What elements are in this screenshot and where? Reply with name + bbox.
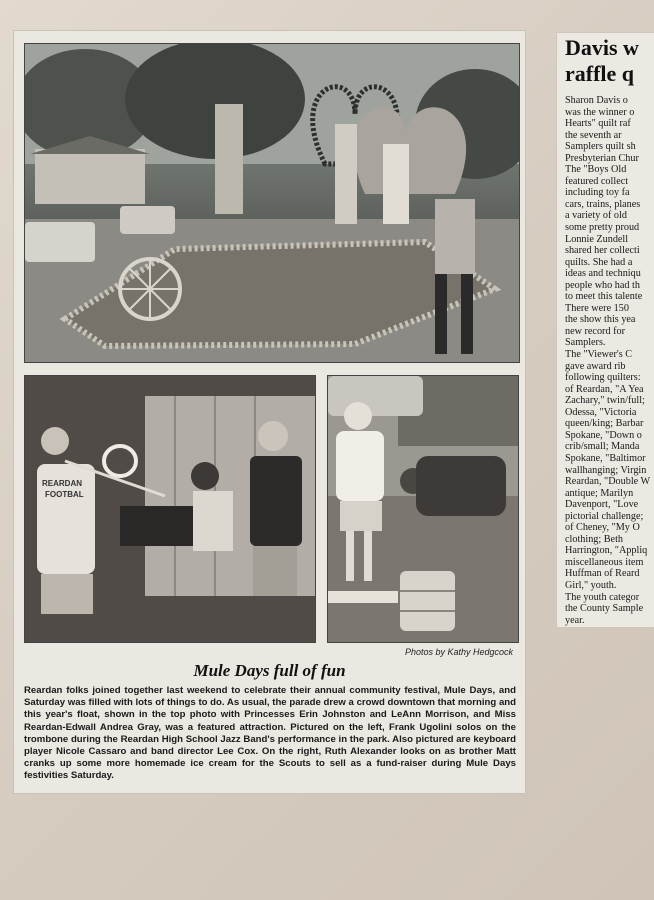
side-article-line: Odessa, "Victoria (565, 406, 637, 418)
quilt-raffle-clipping (556, 32, 654, 628)
side-article-line: Sharon Davis o (565, 95, 628, 106)
side-headline-line-1: Davis w (565, 35, 639, 60)
side-headline (565, 35, 639, 87)
side-article-line: antique; Marilyn (565, 487, 634, 499)
side-article-line: shared her collecti (565, 245, 640, 257)
side-article-line: The youth categor (565, 591, 640, 603)
side-article-line: quilts. She had a (565, 256, 633, 268)
side-article-line: year. (565, 614, 585, 626)
side-article-line: was the winner o (565, 106, 635, 118)
side-article-line: Lonnie Zundell (565, 233, 629, 245)
side-article-line: queen/king; Barbar (565, 418, 644, 430)
side-article-line: featured collect (565, 175, 629, 187)
side-article-line: Samplers. (565, 337, 606, 349)
side-article-line: a variety of old (565, 210, 627, 222)
side-article-line: the County Sample (565, 603, 644, 615)
side-article-line: Reardan, "Double W (565, 476, 651, 488)
side-article-line: wallhanging; Virgin (565, 464, 647, 476)
side-article-line: crib/small; Manda (565, 441, 640, 453)
article-headline: Mule Days full of fun (193, 661, 346, 680)
shirt-text-football: FOOTBAL (45, 490, 84, 499)
side-article-line: gave award rib (565, 360, 626, 372)
side-article-line: Spokane, "Down o (565, 429, 642, 441)
jazz-band-illustration (25, 376, 315, 642)
side-article-line: ideas and techniqu (565, 268, 641, 280)
side-article-line: following quilters: (565, 372, 641, 384)
parade-float-illustration (25, 44, 519, 362)
side-article-line: the seventh ar (565, 129, 622, 141)
article-caption: Reardan folks joined together last weekend to celebrate their annual community festival, Mule Days, and Saturday was filled with lots of things to do. As usual, the parade drew a crowd downtown that morning and this year's float, shown in the top photo with Princesses Erin Johnston and LeAnn Morrison, and Miss Reardan-Edwall Andrea Gray, was a featured attraction. Pictured on the left, Frank Ugolini solos on the trombone during the Reardan High School Jazz Band's performance in the park. Also pictured are keyboard player Nicole Cassaro and band director Lee Cox. On the right, Ruth Alexander looks on as brother Matt cranks up some more homemade ice cream for the Scouts to sell as a fund-raiser during Mule Days festivities Saturday. (24, 685, 516, 782)
side-article-line: new record for (565, 325, 625, 337)
side-headline-line-2: raffle q (565, 61, 635, 86)
side-article-line: Samplers quilt sh (565, 141, 636, 153)
side-article-line: The "Boys Old (565, 164, 627, 176)
side-article-line: Davenport, "Love (565, 499, 639, 511)
side-article-line: miscellaneous item (565, 556, 644, 568)
side-article-line: the show this yea (565, 314, 636, 326)
side-article-line: of Cheney, "My O (565, 522, 640, 534)
side-article-line: of Reardan, "A Yea (565, 383, 644, 395)
side-article-line: people who had th (565, 279, 640, 291)
side-article-line: Presbyterian Chur (565, 152, 639, 164)
parade-float-photo (24, 43, 520, 363)
side-article-line: some pretty proud (565, 222, 640, 234)
side-article-line: Harrington, "Appliq (565, 545, 648, 557)
side-article-line: to meet this talente (565, 291, 643, 303)
side-article-line: clothing; Beth (565, 533, 624, 545)
side-article-line: Huffman of Reard (565, 568, 640, 580)
mule-days-clipping (13, 30, 526, 794)
side-article-line: The "Viewer's C (565, 349, 633, 361)
side-article-line: Hearts" quilt raf (565, 118, 631, 130)
side-article-line: There were 150 (565, 302, 629, 314)
side-article-line: Spokane, "Baltimor (565, 452, 646, 464)
side-article-line: Girl," youth. (565, 579, 617, 591)
shirt-text-reardan: REARDAN (42, 479, 82, 488)
side-article-line: Zachary," twin/full; (565, 395, 645, 407)
photo-credit: Photos by Kathy Hedgcock (404, 647, 513, 657)
side-article-line: cars, trains, planes (565, 198, 641, 210)
side-article-line: pictorial challenge; (565, 510, 644, 522)
ice-cream-illustration (328, 376, 518, 642)
jazz-band-photo (24, 375, 316, 643)
side-article-body (565, 95, 654, 626)
side-article-line: including toy fa (565, 187, 630, 199)
ice-cream-photo (327, 375, 519, 643)
